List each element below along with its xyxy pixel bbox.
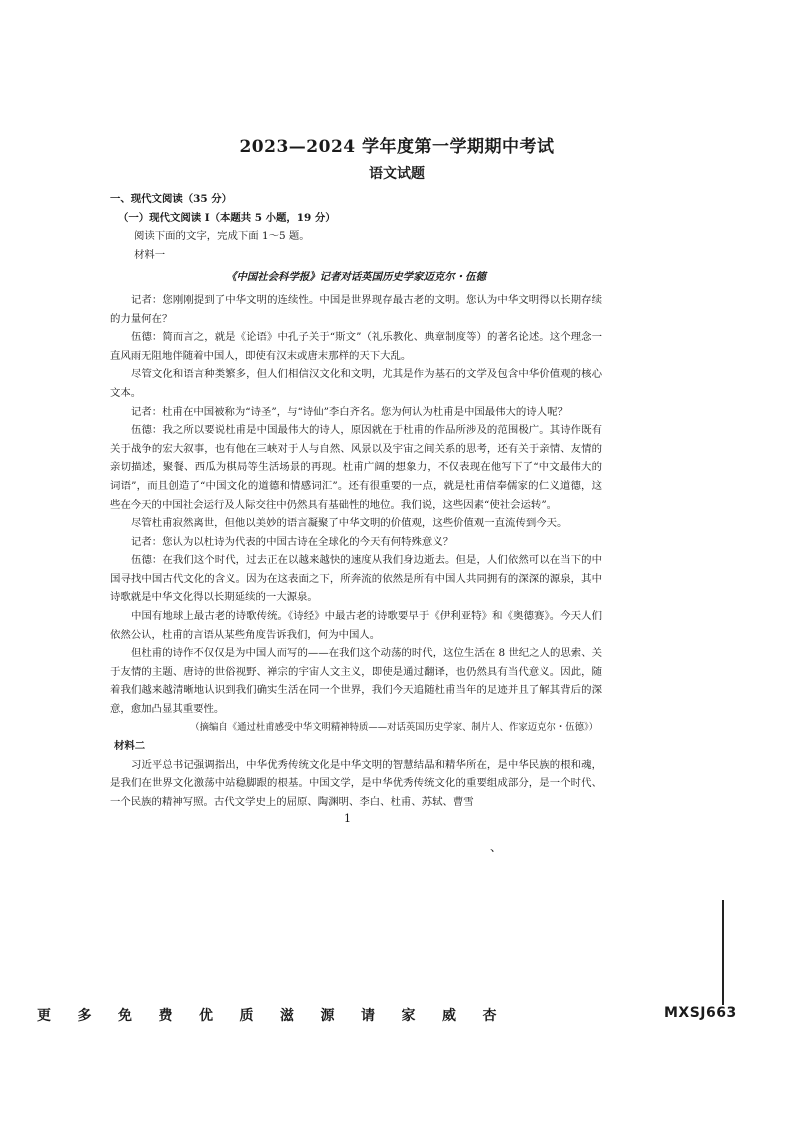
material-one-label: 材料一 <box>134 248 166 261</box>
scan-edge-line <box>722 900 724 1005</box>
paragraph: 记者：您认为以杜诗为代表的中国古诗在全球化的今天有何特殊意义？ <box>131 535 454 548</box>
section-heading: 一、现代文阅读（35 分） <box>110 193 232 205</box>
footer-promo-text: 更多免费优质滋源请家威杏 <box>37 1008 523 1024</box>
subsection-heading: （一）现代文阅读 Ⅰ（本题共 5 小题，19 分） <box>118 211 336 224</box>
paragraph: 记者：您刚刚提到了中华文明的连续性。中国是世界现存最古老的文明。您认为中华文明得以长期存续的力量何在？ <box>110 293 602 325</box>
paragraph: 但杜甫的诗作不仅仅是为中国人而写的——在我们这个动荡的时代，这位生活在 8 世纪之人的思索、关于友情的主题、唐诗的世俗视野、禅宗的宇宙人文主义，即使是通过翻译，也仍然具有当代意义。因此，随着我们越来越清晰地认识到我们确实生活在同一个世界，我们今天追随杜甫当年的足迹并且了解其背后的深意，愈加凸显其重要性。 <box>110 647 602 716</box>
paragraph: 中国有地球上最古老的诗歌传统。《诗经》中最古老的诗歌要早于《伊利亚特》和《奥德赛》。今天人们依然公认，杜甫的言语从某些角度告诉我们，何为中国人。 <box>110 610 602 641</box>
paragraph: 尽管杜甫寂然离世，但他以美妙的语言凝聚了中华文明的价值观，这些价值观一直流传到今天。 <box>131 517 568 530</box>
paragraph: 习近平总书记强调指出，中华优秀传统文化是中华文明的智慧结晶和精华所在，是中华民族的根和魂，是我们在世界文化激荡中站稳脚跟的根基。中国文学，是中华优秀传统文化的重要组成部分，是一个时代、一个民族的精神写照。古代文学史上的屈原、陶渊明、李白、杜甫、苏轼、曹雪 <box>110 758 602 808</box>
page-number: 1 <box>344 812 351 825</box>
paragraph: 伍德：简而言之，就是《论语》中孔子关于“斯文”（礼乐教化、典章制度等）的著名论述。这个理念一直风雨无阻地伴随着中国人，即使有汉末或唐末那样的天下大乱。 <box>110 331 602 362</box>
paragraph: 尽管文化和语言种类繁多，但人们相信汉文化和文明，尤其是作为基石的文学及包含中华价值观的核心文本。 <box>110 368 602 399</box>
paragraph: 伍德：我之所以要说杜甫是中国最伟大的诗人，原因就在于杜甫的作品所涉及的范围极广。其诗作既有关于战争的宏大叙事，也有他在三峡对于人与自然、风景以及宇宙之间关系的思考，还有关于亲情、友情的亲切描述，聚餐、西瓜为棋局等生活场景的再现。杜甫广阔的想象力，不仅表现在他写下了“中文最伟大的词语”，而且创造了“中国文化的道德和情感词汇”。还有很重要的一点，就是杜甫信奉儒家的仁义道德，这些在今天的中国社会运行及人际交往中仍然具有基础性的地位。我们说，这些因素“使社会运转”。 <box>110 424 602 511</box>
footer-banner <box>0 1005 794 1029</box>
instruction-text: 阅读下面的文字，完成下面 1～5 题。 <box>134 230 310 243</box>
footer-code: MXSJ663 <box>664 1005 737 1021</box>
exam-body <box>110 190 602 812</box>
source-citation: （摘编自《通过杜甫感受中华文明精神特质——对话英国历史学家、制片人、作家迈克尔・伍德》） <box>190 721 598 733</box>
paragraph: 记者：杜甫在中国被称为“诗圣”，与“诗仙”李白齐名。您为何认为杜甫是中国最伟大的诗人呢？ <box>131 405 568 418</box>
paragraph: 伍德：在我们这个时代，过去正在以越来越快的速度从我们身边逝去。但是，人们依然可以在当下的中国寻找中国古代文化的含义。因为在这表面之下，所奔流的依然是所有中国人共同拥有的深深的源泉，其中诗歌就是中华文化得以长期延续的一大源泉。 <box>110 554 602 604</box>
exam-title: 2023—2024 学年度第一学期期中考试 <box>239 137 555 157</box>
exam-subject: 语文试题 <box>369 166 425 182</box>
scan-mark: 、 <box>490 840 503 854</box>
article-title: 《中国社会科学报》记者对话英国历史学家迈克尔・伍德 <box>226 271 486 284</box>
material-two-label: 材料二 <box>114 740 146 753</box>
